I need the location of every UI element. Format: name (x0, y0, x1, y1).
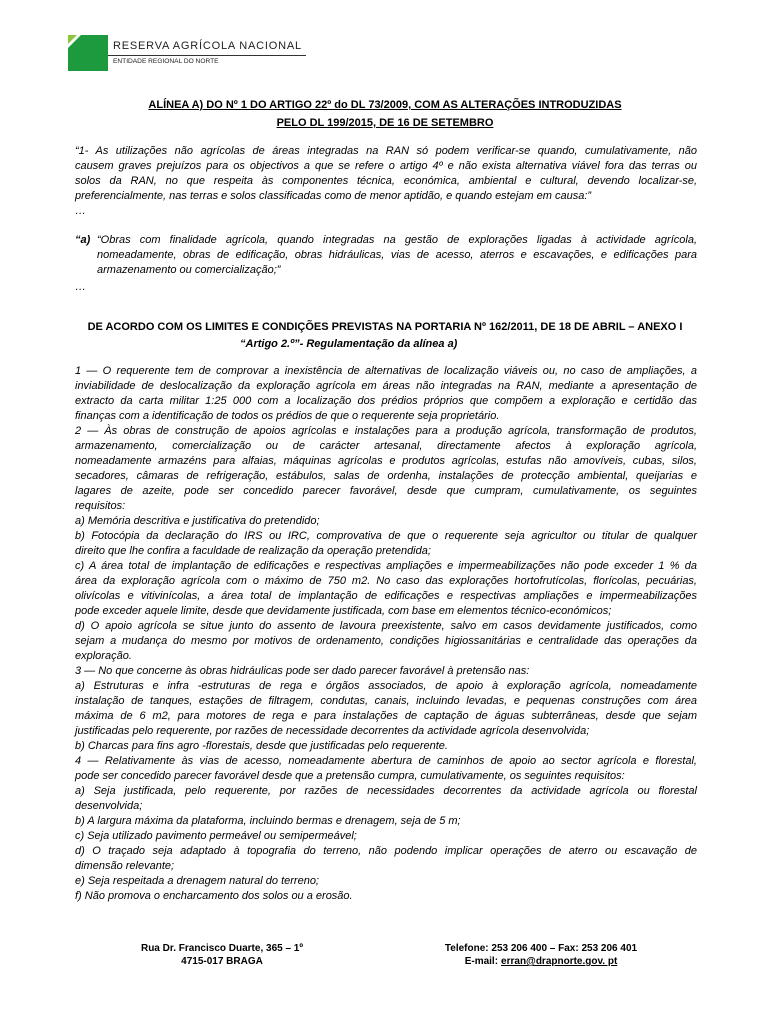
email-link[interactable]: erran@drapnorte.gov. pt (501, 956, 618, 967)
phone-fax: Telefone: 253 206 400 – Fax: 253 206 401 (444, 943, 638, 954)
body-text-line: máxima de 6 m2, para motores de rega e para instalações de captação de águas subterrâneas, desde que sejam (75, 710, 697, 722)
body-text-line: desenvolvida; (75, 800, 143, 812)
item-a-line: nomeadamente, obras de edificação, obras hidráulicas, vias de acesso, aterros e escavações, e edificações para (97, 249, 697, 261)
body-text-line: exploração. (75, 650, 132, 662)
body-text-line: requisitos: (75, 500, 126, 512)
body-text-line: olivícolas e vitivinícolas, a área total de implantação de edificações e respectivas ampliações e impermeabilizações (75, 590, 697, 602)
email-label: E-mail: (464, 956, 499, 967)
org-name: RESERVA AGRÍCOLA NACIONAL (113, 40, 302, 52)
title-line-text: PELO DL 199/2015, DE 16 DE SETEMBRO (276, 117, 494, 129)
body-text-line: a) Memória descritiva e justificativa do pretendido; (75, 515, 320, 527)
email-line (421, 955, 661, 968)
quote-line: “1- As utilizações não agrícolas de áreas integradas na RAN só podem verificar-se quando, cumulativamente, não (75, 145, 697, 157)
body-text-line: nomeadamente armazéns para alfaias, máquinas agrícolas e produtos agrícolas, estufas não amovíveis, cubas, silos, (75, 455, 697, 467)
header-divider (108, 55, 306, 56)
quote-ellipsis: … (75, 205, 86, 217)
body-text-line: d) O apoio agrícola se situe junto do assento de lavoura preexistente, salvo em casos devidamente justificados, como (75, 620, 697, 632)
body-text-line: 4 — Relativamente às vias de acesso, nomeadamente abertura de caminhos de apoio ao sector agrícola e florestal, (75, 755, 697, 767)
body-text-line: extracto da carta militar 1:25 000 com a localização dos prédios próprios que compõem a exploração e certidão das (75, 395, 697, 407)
portaria-section-title: DE ACORDO COM OS LIMITES E CONDIÇÕES PREVISTAS NA PORTARIA Nº 162/2011, DE 18 DE ABRIL – ANEXO I (87, 321, 683, 333)
quote-line: solos da RAN, no que respeita às componentes técnica, económica, ambiental e cultural, devendo localizar-se, (75, 175, 697, 187)
item-a-line: “Obras com finalidade agrícola, quando integradas na gestão de explorações ligadas à actividade agrícola, (97, 234, 697, 246)
address-line: Rua Dr. Francisco Duarte, 365 – 1º (140, 943, 304, 954)
body-text-line: a) Estruturas e infra -estruturas de rega e órgãos associados, de apoio à exploração agrícola, nomeadamente (75, 680, 697, 692)
body-text-line: área da exploração agrícola com o máximo de 750 m2. No caso das explorações hortofrutícolas, florícolas, pecuárias, (75, 575, 697, 587)
body-text-line: secadores, câmaras de refrigeração, estábulos, salas de ordenha, instalações de protecção ambiental, queijarias e (75, 470, 697, 482)
item-a-line: armazenamento ou comercialização;” (97, 264, 281, 276)
body-text-line: b) A largura máxima da plataforma, incluindo bermas e drenagem, seja de 5 m; (75, 815, 461, 827)
body-text-line: lagares de azeite, pode ser concedido parecer favorável, desde que cumpram, cumulativamente, os seguintes (75, 485, 697, 497)
dl-quote-paragraph (75, 144, 697, 219)
body-text-line: finanças com a identificação de todos os prédios de que o requerente seja proprietário. (75, 410, 500, 422)
org-subtitle: ENTIDADE REGIONAL DO NORTE (113, 58, 219, 65)
body-text-line: pode exceder aquele limite, desde que devidamente justificada, com base em elementos técnico-económicos; (75, 605, 612, 617)
item-a-ellipsis: … (75, 281, 86, 293)
footer-address (122, 942, 322, 968)
body-text-line: 3 — No que concerne às obras hidráulicas pode ser dado parecer favorável à pretensão nas: (75, 665, 530, 677)
body-text-line: 1 — O requerente tem de comprovar a inexistência de alternativas de localização viáveis ou, no caso de ampliações, a (75, 365, 697, 377)
title-line (0, 114, 770, 132)
body-text-line: pode ser concedido parecer favorável desde que a pretensão cumpra, cumulativamente, os seguintes requisitos: (75, 770, 625, 782)
item-a-label: “a) (75, 234, 91, 246)
body-text-line: instalação de tanques, estações de filtragem, condutas, canais, incluindo levadas, e pequenas construções com área (75, 695, 697, 707)
body-text-line: b) Fotocópia da declaração do IRS ou IRC, comprovativa de que o requerente seja agricultor ou titular de qualquer (75, 530, 697, 542)
portaria-section-subtitle: “Artigo 2.º”- Regulamentação da alínea a) (240, 338, 458, 350)
quote-line: causem graves prejuízos para os objectivos a que se refere o artigo 4º e não exista alternativa viável fora das terras ou (75, 160, 697, 172)
body-text-line: e) Seja respeitada a drenagem natural do terreno; (75, 875, 319, 887)
body-text-line: c) A área total de implantação de edificações e respectivas ampliações e impermeabilizações não pode exceder 1 % da (75, 560, 697, 572)
body-text-line: a) Seja justificada, pelo requerente, por razões de necessidades decorrentes da actividade agrícola ou florestal (75, 785, 697, 797)
body-text-line: dimensão relevante; (75, 860, 175, 872)
body-text-line: direito que lhe confira a faculdade de realização da operação pretendida; (75, 545, 431, 557)
body-text-line: sejam a mudança do mesmo por motivos de ordenamento, condições higiossanitárias e centralidade das operações da (75, 635, 697, 647)
footer-contacts (421, 942, 661, 968)
title-line (0, 96, 770, 114)
ran-logo-icon (68, 35, 108, 71)
body-text-line: d) O traçado seja adaptado à topografia do terreno, não podendo implicar operações de aterro ou escavação de (75, 845, 697, 857)
portaria-body (75, 364, 697, 904)
dl-section-title (0, 96, 770, 132)
body-text-line: 2 — Às obras de construção de apoios agrícolas e instalações para a produção agrícola, transformação de produtos, (75, 425, 697, 437)
quote-line: preferencialmente, nas terras e solos classificadas como de menor aptidão, e quando estejam em causa:” (75, 190, 592, 202)
body-text-line: inviabilidade de deslocalização da exploração agrícola em áreas não integradas na RAN, mediante a apresentação de (75, 380, 697, 392)
body-text-line: armazenamento, comercialização ou de carácter artesanal, directamente afectos à exploração agrícola, (75, 440, 697, 452)
body-text-line: f) Não promova o encharcamento dos solos ou a erosão. (75, 890, 353, 902)
body-text-line: c) Seja utilizado pavimento permeável ou semipermeável; (75, 830, 357, 842)
title-line-text: ALÍNEA A) DO Nº 1 DO ARTIGO 22º do DL 73/2009, COM AS ALTERAÇÕES INTRODUZIDAS (148, 99, 622, 111)
body-text-line: b) Charcas para fins agro -florestais, desde que justificadas pelo requerente. (75, 740, 448, 752)
item-a-paragraph (97, 233, 697, 278)
body-text-line: justificadas pelo requerente, por razões de necessidade decorrentes da actividade agrícola desenvolvida; (75, 725, 590, 737)
address-line: 4715-017 BRAGA (181, 956, 263, 967)
